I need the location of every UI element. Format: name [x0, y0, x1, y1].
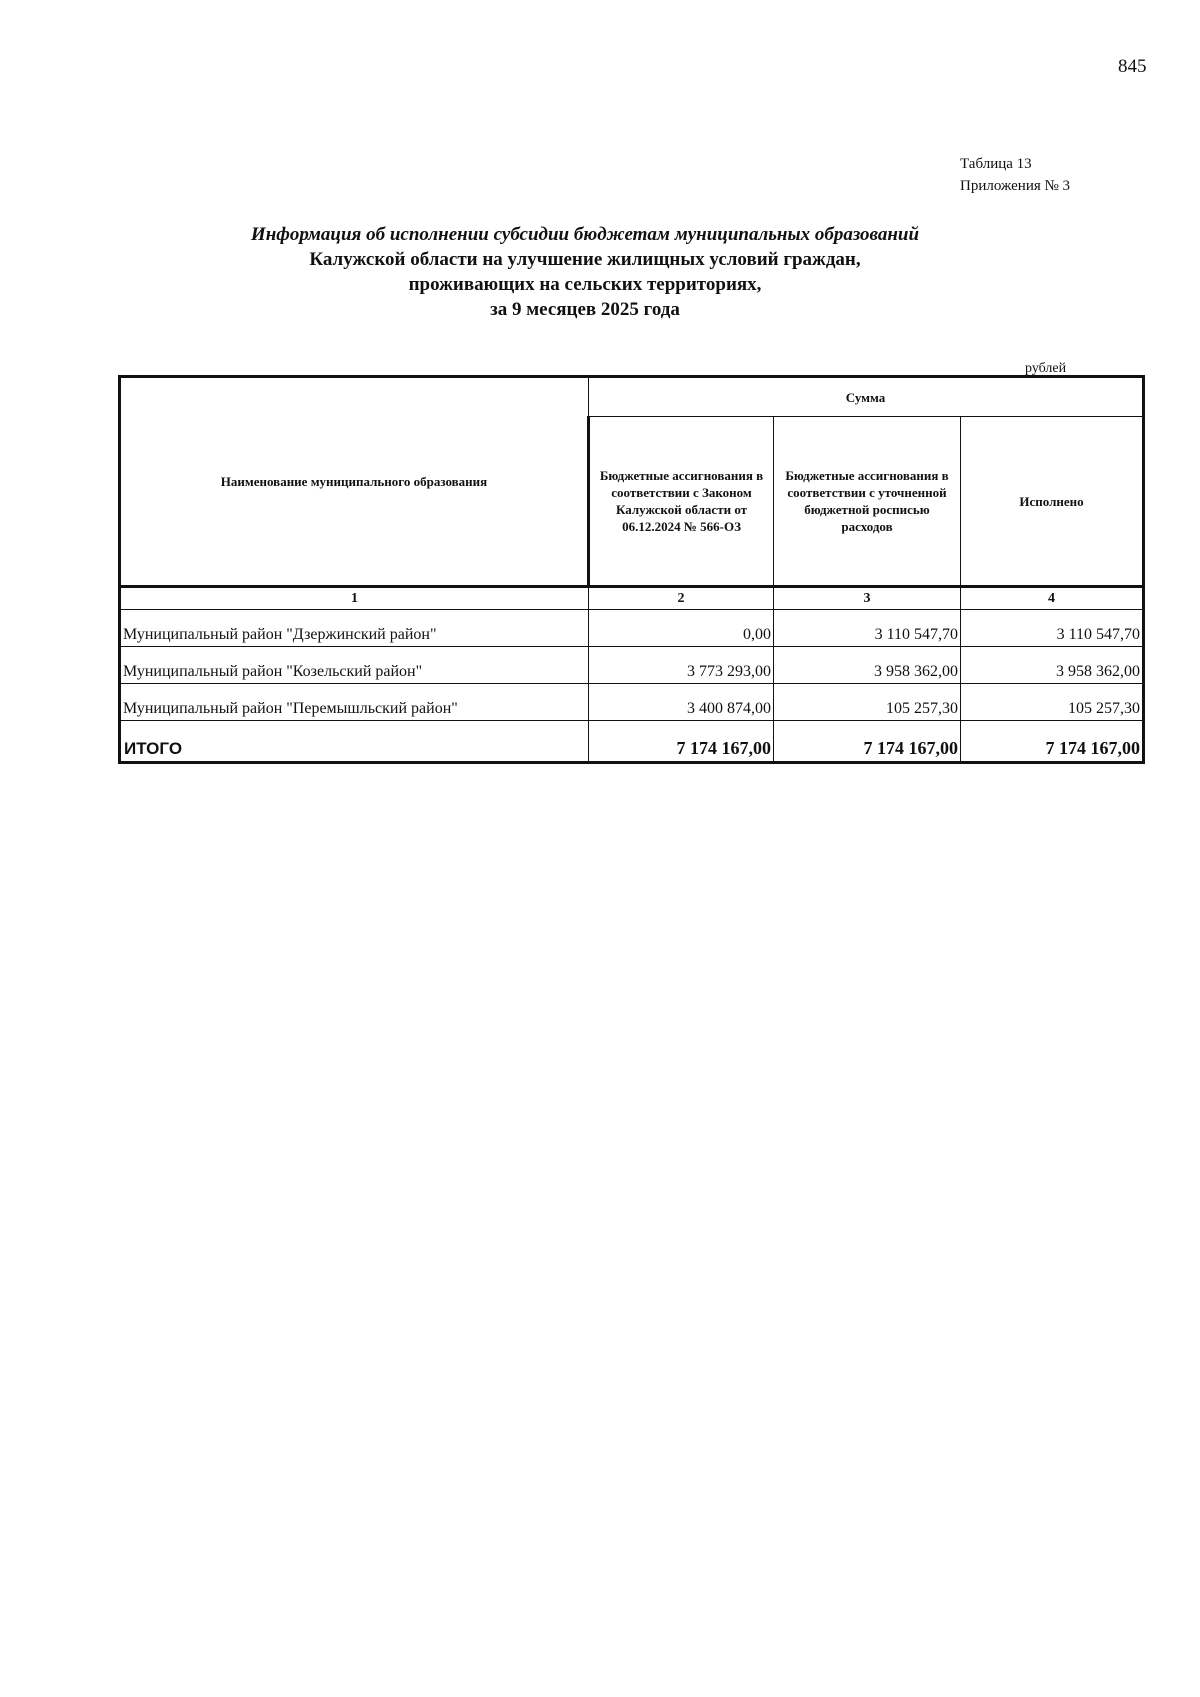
table-reference [960, 153, 1070, 197]
row-name: Муниципальный район "Козельский район" [120, 647, 589, 684]
column-number: 2 [589, 587, 774, 610]
row-col4: 3 958 362,00 [961, 647, 1144, 684]
column-number: 1 [120, 587, 589, 610]
report-table [118, 375, 1145, 764]
table-row [120, 610, 1144, 647]
document-title [150, 222, 1020, 322]
total-col4: 7 174 167,00 [961, 721, 1144, 763]
row-name: Муниципальный район "Дзержинский район" [120, 610, 589, 647]
row-col4: 105 257,30 [961, 684, 1144, 721]
total-col3: 7 174 167,00 [774, 721, 961, 763]
row-col2: 3 400 874,00 [589, 684, 774, 721]
row-col3: 3 110 547,70 [774, 610, 961, 647]
page-number: 845 [1118, 56, 1147, 77]
title-line-2: Калужской области на улучшение жилищных условий граждан, [309, 249, 861, 270]
header-name: Наименование муниципального образования [120, 377, 589, 587]
header-col4: Исполнено [961, 417, 1144, 587]
column-number: 4 [961, 587, 1144, 610]
header-row-1 [120, 377, 1144, 417]
title-line-1: Информация об исполнении субсидии бюджетам муниципальных образований [250, 224, 920, 245]
header-sum: Сумма [589, 377, 1144, 417]
row-col4: 3 110 547,70 [961, 610, 1144, 647]
total-label: ИТОГО [120, 721, 589, 763]
header-col2: Бюджетные ассигнования в соответствии с Законом Калужской области от 06.12.2024 № 566-ОЗ [589, 417, 774, 587]
units-label: рублей [1025, 361, 1067, 376]
table-reference-line2: Приложения № 3 [960, 178, 1071, 194]
header-col3: Бюджетные ассигнования в соответствии с уточненной бюджетной росписью расходов [774, 417, 961, 587]
row-col3: 3 958 362,00 [774, 647, 961, 684]
column-number-row [120, 587, 1144, 610]
table-row [120, 647, 1144, 684]
row-name: Муниципальный район "Перемышльский район" [120, 684, 589, 721]
title-line-4: за 9 месяцев 2025 года [490, 299, 680, 320]
row-col2: 3 773 293,00 [589, 647, 774, 684]
column-number: 3 [774, 587, 961, 610]
row-col3: 105 257,30 [774, 684, 961, 721]
table-row [120, 684, 1144, 721]
row-col2: 0,00 [589, 610, 774, 647]
title-line-3: проживающих на сельских территориях, [408, 274, 762, 295]
total-row [120, 721, 1144, 763]
table-reference-line1: Таблица 13 [960, 156, 1032, 172]
total-col2: 7 174 167,00 [589, 721, 774, 763]
